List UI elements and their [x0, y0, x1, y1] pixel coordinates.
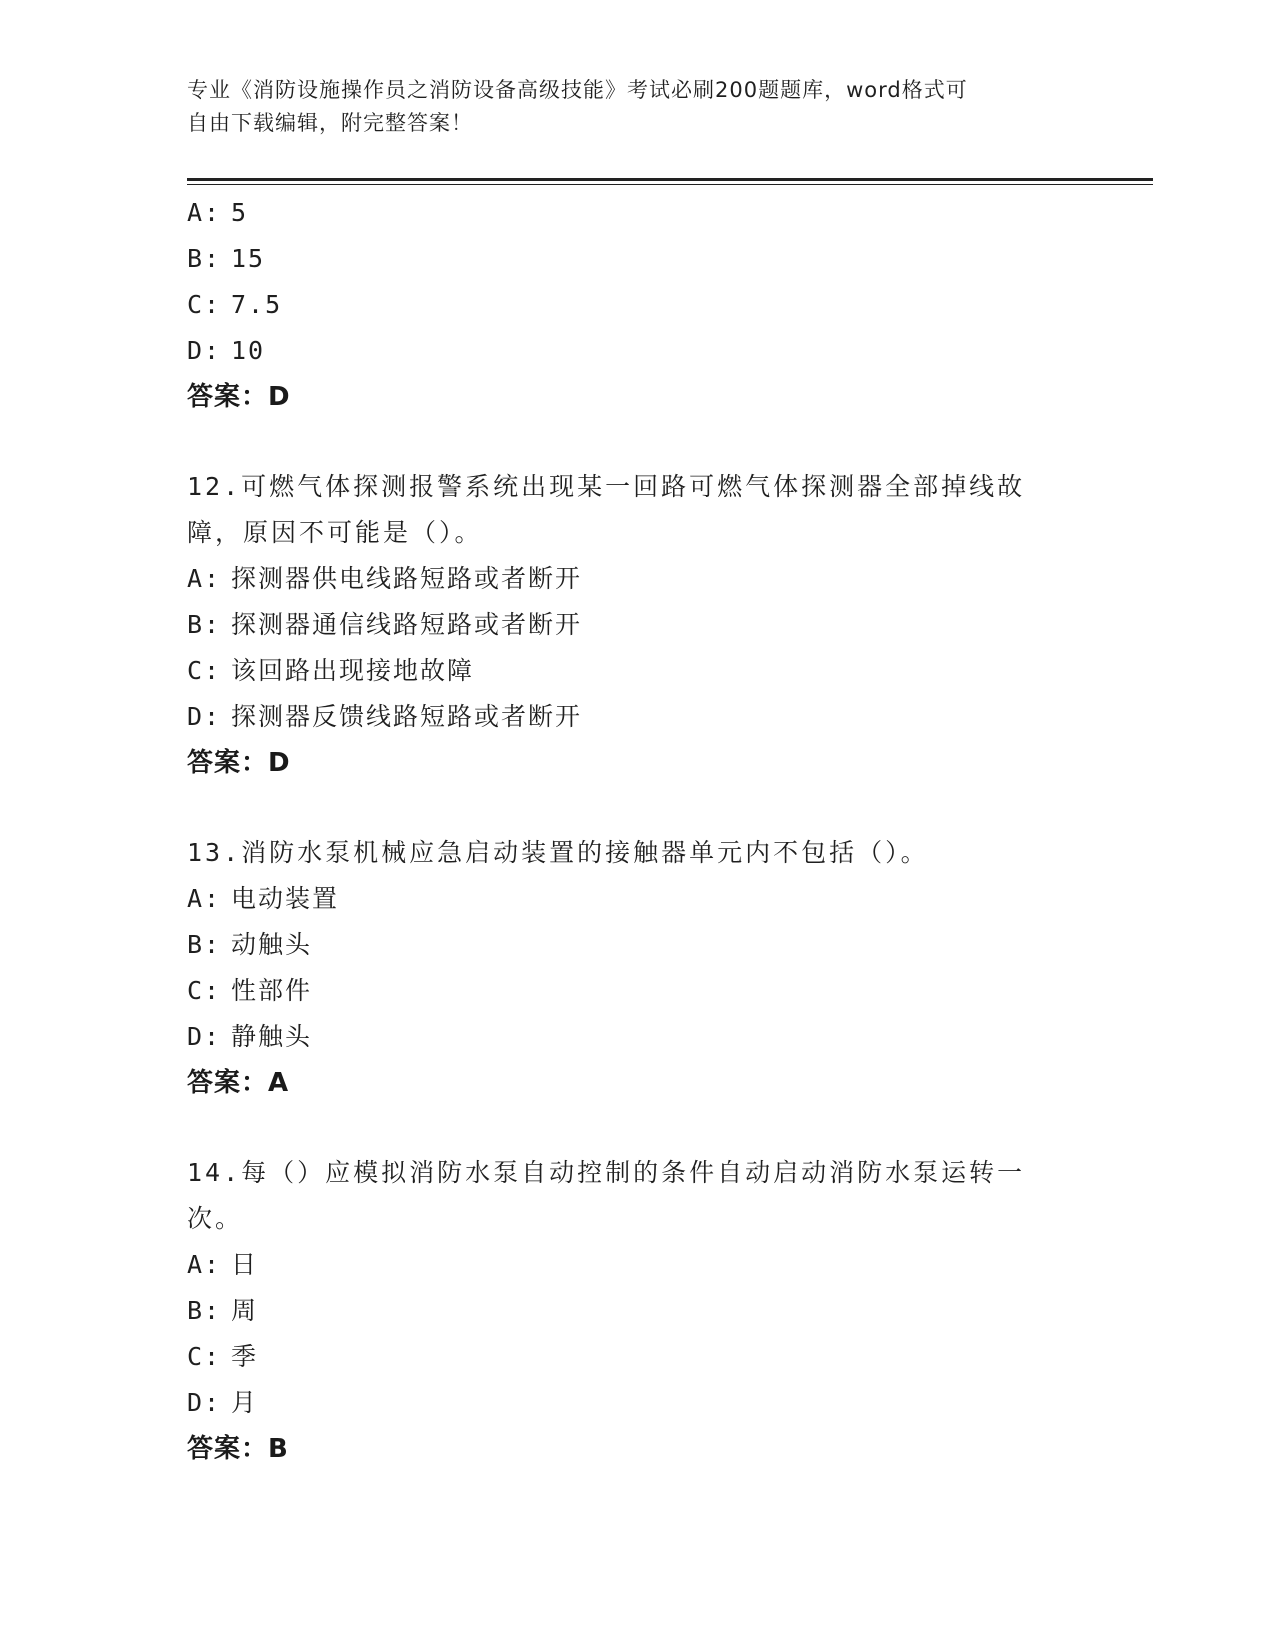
answer-line: 答案：D — [187, 382, 291, 412]
document-header — [187, 74, 1087, 140]
question-list — [187, 190, 1087, 1472]
option-a: A: 日 — [187, 1250, 259, 1279]
question-14 — [187, 1150, 1087, 1472]
header-rule-thin — [187, 184, 1153, 185]
option-b: B: 15 — [187, 244, 266, 273]
question-13 — [187, 830, 1087, 1106]
option-d: D: 月 — [187, 1388, 259, 1417]
answer-line: 答案：B — [187, 1434, 289, 1464]
option-c: C: 该回路出现接地故障 — [187, 656, 475, 685]
option-c: C: 7.5 — [187, 290, 283, 319]
option-b: B: 动触头 — [187, 930, 313, 959]
answer-line: 答案：A — [187, 1068, 290, 1098]
option-c: C: 季 — [187, 1342, 259, 1371]
option-a: A: 探测器供电线路短路或者断开 — [187, 564, 583, 593]
question-text: 12.可燃气体探测报警系统出现某一回路可燃气体探测器全部掉线故障，原因不可能是（）。 — [187, 472, 1026, 547]
header-line-1: 专业《消防设施操作员之消防设备高级技能》考试必刷200题题库，word格式可 — [187, 78, 968, 102]
option-a: A: 电动装置 — [187, 884, 340, 913]
question-partial — [187, 190, 1087, 420]
option-d: D: 探测器反馈线路短路或者断开 — [187, 702, 583, 731]
option-d: D: 10 — [187, 336, 266, 365]
question-12 — [187, 464, 1087, 786]
answer-line: 答案：D — [187, 748, 291, 778]
option-c: C: 性部件 — [187, 976, 313, 1005]
option-b: B: 周 — [187, 1296, 259, 1325]
header-rule-thick — [187, 178, 1153, 181]
option-b: B: 探测器通信线路短路或者断开 — [187, 610, 583, 639]
question-text: 13.消防水泵机械应急启动装置的接触器单元内不包括（）。 — [187, 838, 929, 867]
header-line-2: 自由下载编辑，附完整答案！ — [187, 111, 473, 135]
question-text: 14.每（）应模拟消防水泵自动控制的条件自动启动消防水泵运转一次。 — [187, 1158, 1026, 1233]
option-a: A: 5 — [187, 198, 249, 227]
option-d: D: 静触头 — [187, 1022, 313, 1051]
